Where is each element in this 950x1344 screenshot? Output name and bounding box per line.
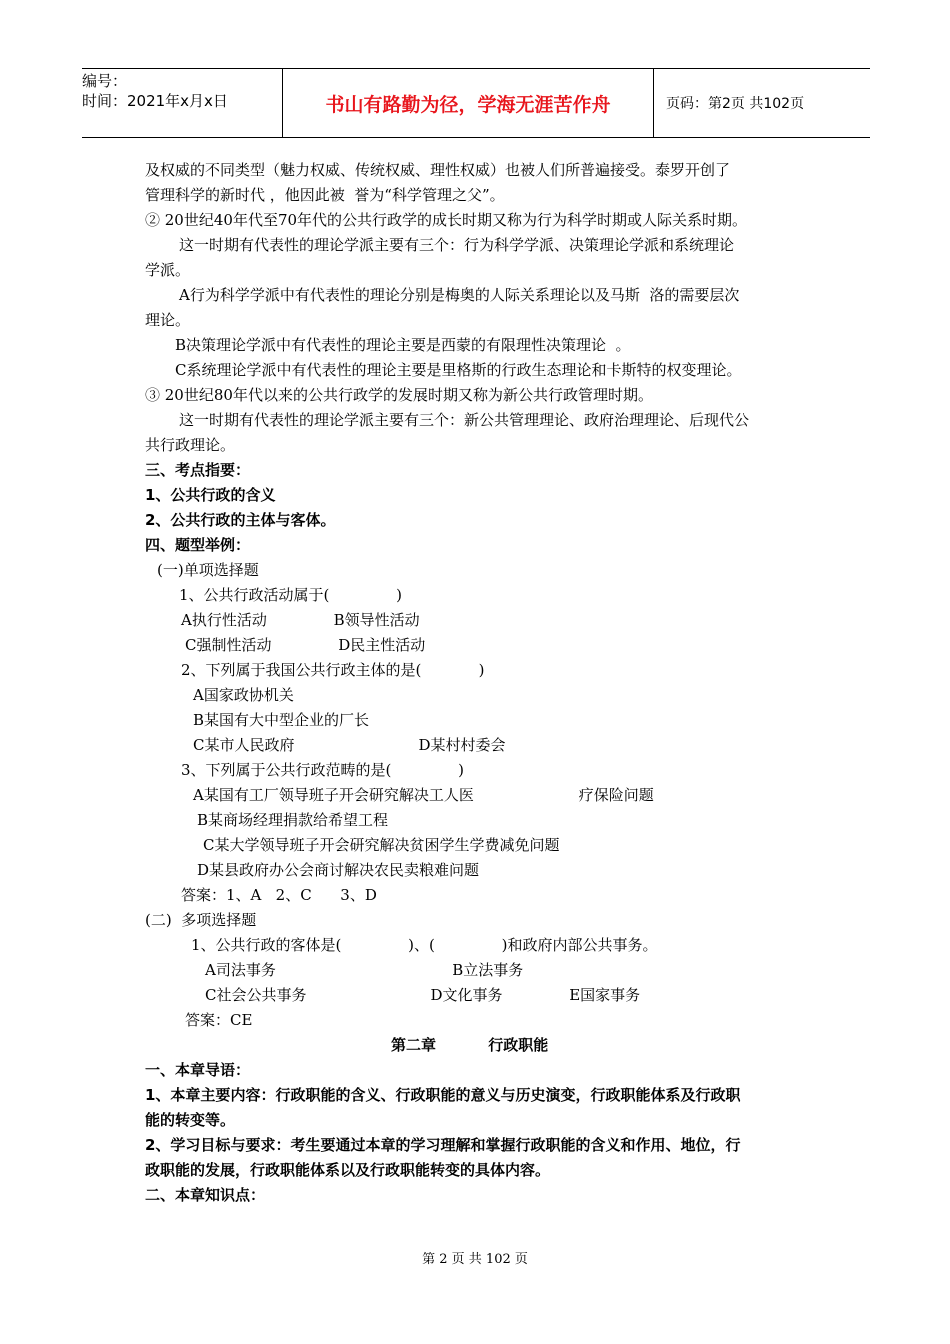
text-line: 第二章 行政职能 <box>391 1036 549 1054</box>
text-line: ③ 20世纪80年代以来的公共行政学的发展时期又称为新公共行政管理时期。 <box>145 386 653 404</box>
text-line: (一)单项选择题 <box>157 561 259 579</box>
text-line: A行为科学学派中有代表性的理论分别是梅奥的人际关系理论以及马斯 洛的需要层次 <box>179 286 740 304</box>
text-line: 能的转变等。 <box>145 1111 236 1129</box>
header-motto: 书山有路勤为径，学海无涯苦作舟 <box>282 69 654 137</box>
header-page-info: 页码：第2页 共102页 <box>666 96 805 112</box>
text-line: 1、本章主要内容：行政职能的含义、行政职能的意义与历史演变，行政职能体系及行政职 <box>145 1086 741 1104</box>
text-line: 这一时期有代表性的理论学派主要有三个：新公共管理理论、政府治理理论、后现代公 <box>179 411 750 429</box>
text-line: A某国有工厂领导班子开会研究解决工人医 疗保险问题 <box>193 786 654 804</box>
text-line: 共行政理论。 <box>145 436 236 454</box>
document-body <box>145 158 815 1208</box>
text-line: 1、公共行政的客体是( )、( )和政府内部公共事务。 <box>191 936 658 954</box>
text-line: 二、本章知识点： <box>145 1186 266 1204</box>
text-line: (二) 多项选择题 <box>145 911 257 929</box>
text-line: 政职能的发展，行政职能体系以及行政职能转变的具体内容。 <box>145 1161 551 1179</box>
text-line: 3、下列属于公共行政范畴的是( ) <box>181 761 465 779</box>
text-line: 一、本章导语： <box>145 1061 251 1079</box>
text-line: 1、公共行政活动属于( ) <box>179 586 403 604</box>
text-line: 2、学习目标与要求：考生要通过本章的学习理解和掌握行政职能的含义和作用、地位，行 <box>145 1136 741 1154</box>
text-line: 2、下列属于我国公共行政主体的是( ) <box>181 661 485 679</box>
text-line: 答案：CE <box>185 1011 253 1029</box>
text-line: A司法事务 B立法事务 <box>205 961 524 979</box>
page-footer: 第 2 页 共 102 页 <box>422 1252 528 1267</box>
text-line: ② 20世纪40年代至70年代的公共行政学的成长时期又称为行为科学时期或人际关系时期。 <box>145 211 748 229</box>
text-line: A执行性活动 B领导性活动 <box>181 611 420 629</box>
text-line: 2、公共行政的主体与客体。 <box>145 511 336 529</box>
text-line: 管理科学的新时代 ，他因此被 誉为“科学管理之父”。 <box>145 186 505 204</box>
text-line: 1、公共行政的含义 <box>145 486 276 504</box>
text-line: C系统理论学派中有代表性的理论主要是里格斯的行政生态理论和卡斯特的权变理论。 <box>175 361 742 379</box>
page-header <box>82 68 870 138</box>
text-line: B决策理论学派中有代表性的理论主要是西蒙的有限理性决策理论 。 <box>175 336 631 354</box>
header-meta <box>82 69 282 137</box>
text-line: B某商场经理捐款给希望工程 <box>197 811 389 829</box>
text-line: C社会公共事务 D文化事务 E国家事务 <box>205 986 641 1004</box>
text-line: 这一时期有代表性的理论学派主要有三个：行为科学学派、决策理论学派和系统理论 <box>179 236 735 254</box>
text-line: 理论。 <box>145 311 191 329</box>
text-line: 四、题型举例： <box>145 536 251 554</box>
text-line: D某县政府办公会商讨解决农民卖粮难问题 <box>197 861 480 879</box>
text-line: C某大学领导班子开会研究解决贫困学生学费减免问题 <box>203 836 560 854</box>
text-line: 及权威的不同类型（魅力权威、传统权威、理性权威）也被人们所普遍接受。泰罗开创了 <box>145 161 731 179</box>
text-line: 答案：1、A 2、C 3、D <box>181 886 377 904</box>
text-line: 三、考点指要： <box>145 461 251 479</box>
doc-date-label: 时间：2021年x月x日 <box>82 92 228 110</box>
text-line: C强制性活动 D民主性活动 <box>185 636 426 654</box>
text-line: A国家政协机关 <box>193 686 294 704</box>
text-line: 学派。 <box>145 261 191 279</box>
text-line: B某国有大中型企业的厂长 <box>193 711 370 729</box>
text-line: C某市人民政府 D某村村委会 <box>193 736 506 754</box>
doc-number-label: 编号： <box>82 72 128 90</box>
